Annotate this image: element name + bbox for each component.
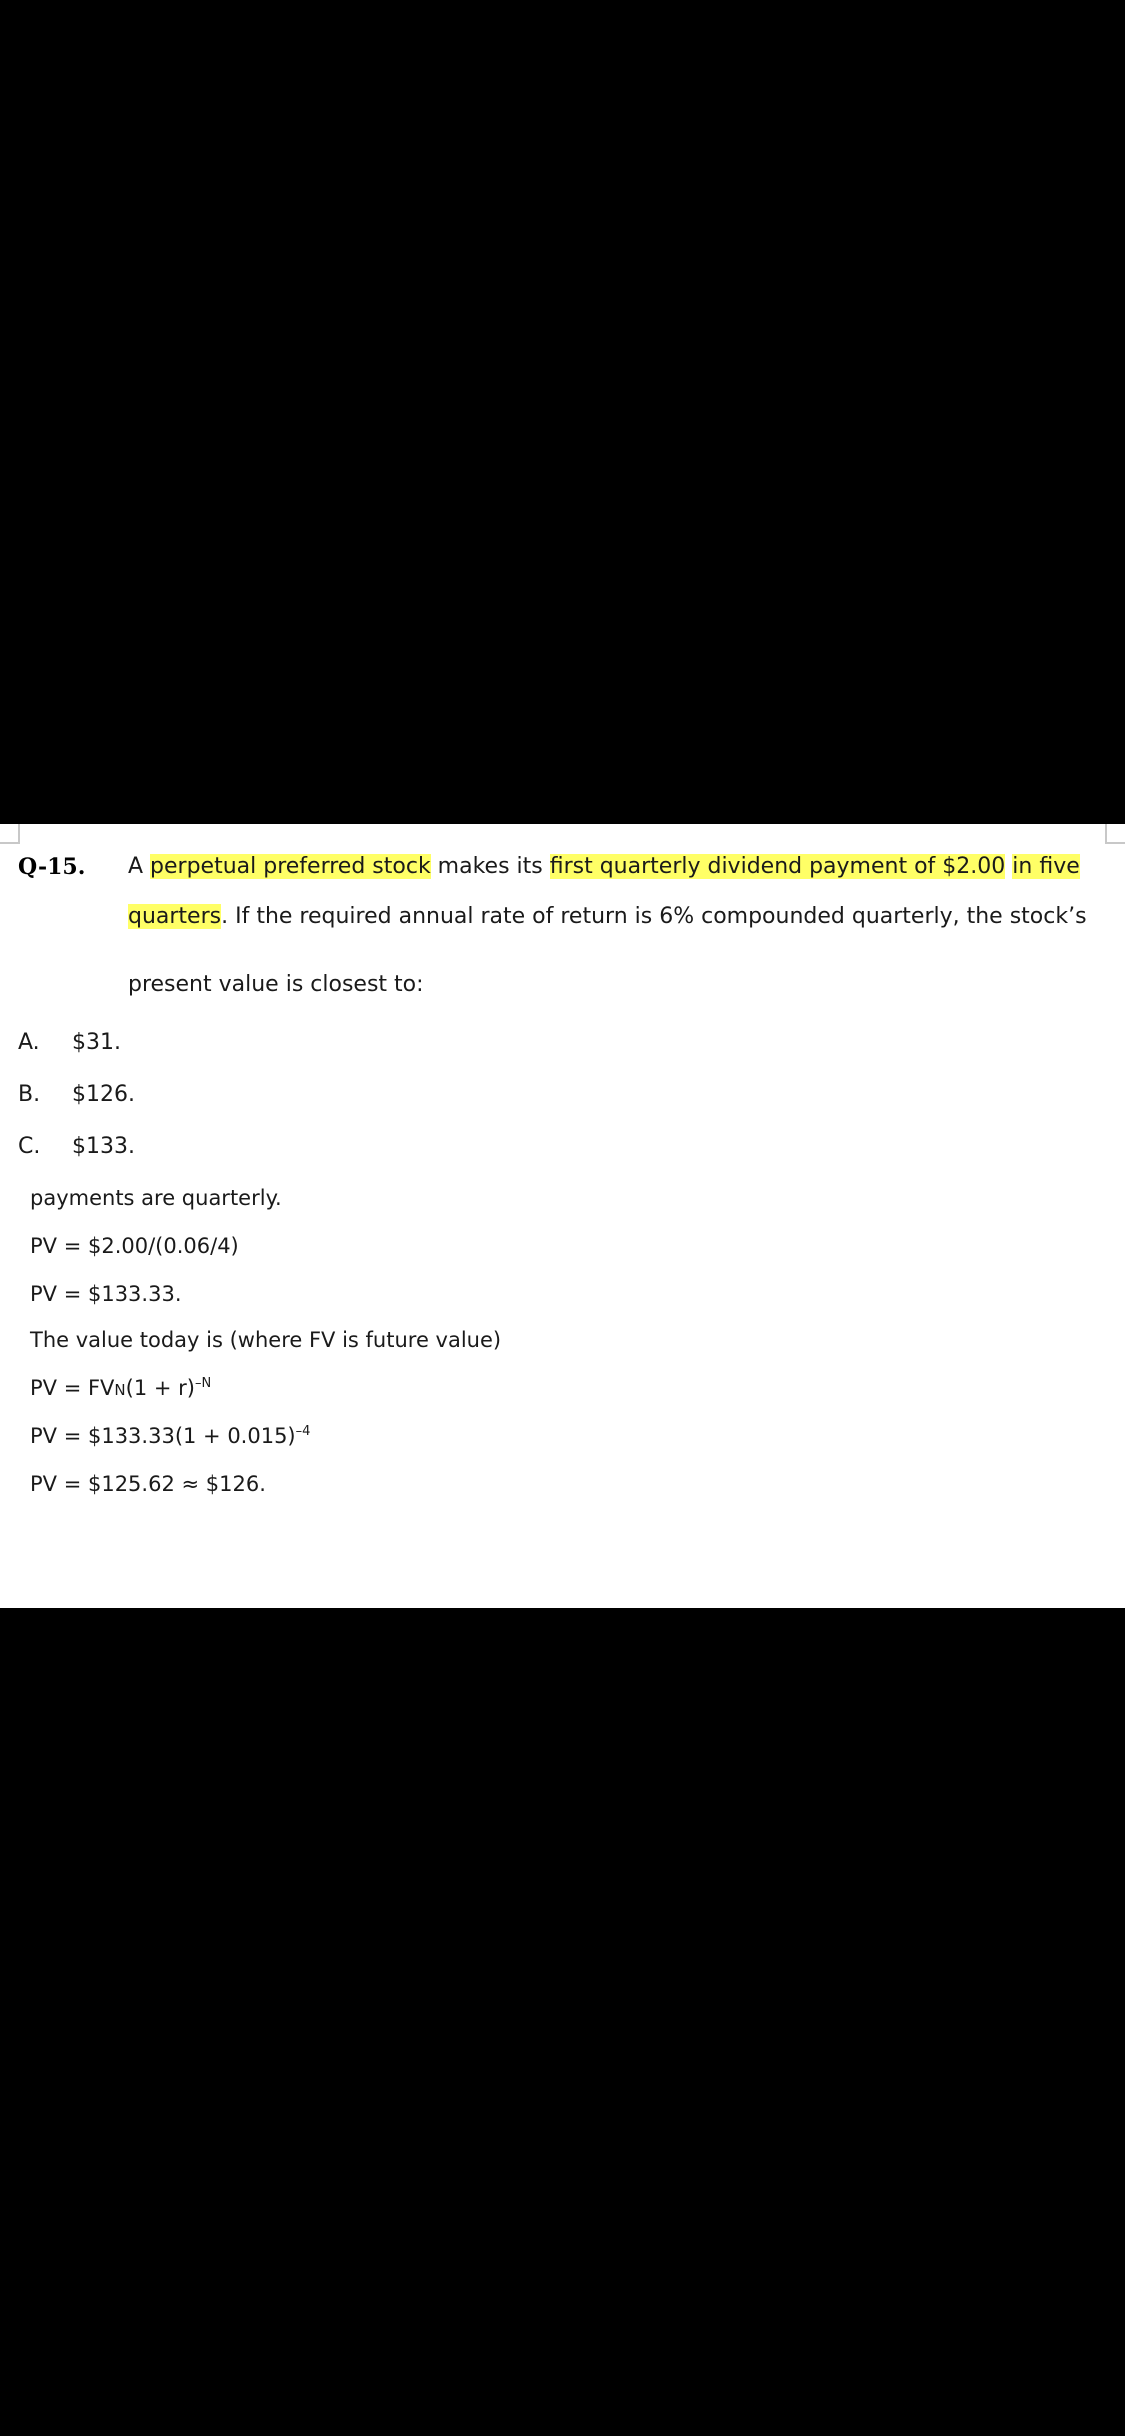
option-a <box>18 1030 121 1055</box>
solution-result: PV = $125.62 ≈ $126. <box>30 1472 266 1496</box>
option-letter: A. <box>18 1030 40 1055</box>
option-text: $133. <box>72 1134 135 1159</box>
document-page <box>0 824 1125 1608</box>
question-number: Q-15. <box>18 854 86 880</box>
page-corner-mark-left <box>0 824 20 844</box>
solution-formula-pv: PV = $FVN(1 + r)^{-N}$ <box>30 1376 212 1400</box>
solution-line-3: PV = $133.33. <box>30 1282 182 1306</box>
highlight-perpetual-preferred-stock: perpetual preferred stock <box>150 854 431 879</box>
question-line-1: A perpetual preferred stock makes its first quarterly dividend payment of $2.00 in five <box>128 854 1080 879</box>
question-line-2: quarters. If the required annual rate of return is 6% compounded quarterly, the stock’s <box>128 904 1087 929</box>
solution-line-1: payments are quarterly. <box>30 1186 282 1210</box>
highlight-first-dividend-payment: first quarterly dividend payment of $2.00 <box>549 854 1006 879</box>
highlight-quarters: quarters <box>128 904 222 929</box>
solution-line-4: The value today is (where FV is future value) <box>30 1328 502 1352</box>
page-corner-mark-right <box>1105 824 1125 844</box>
option-b <box>18 1082 135 1107</box>
option-letter: C. <box>18 1134 41 1159</box>
option-text: $126. <box>72 1082 135 1107</box>
solution-line-2: PV = $2.00/(0.06/4) <box>30 1234 239 1258</box>
question-line-3: present value is closest to: <box>128 972 424 997</box>
highlight-in-five: in five <box>1012 854 1080 879</box>
option-c <box>18 1134 135 1159</box>
solution-formula-substituted: PV = $133.33(1 + 0.015)$^{-4}$ <box>30 1424 311 1448</box>
option-letter: B. <box>18 1082 41 1107</box>
option-text: $31. <box>72 1030 121 1055</box>
